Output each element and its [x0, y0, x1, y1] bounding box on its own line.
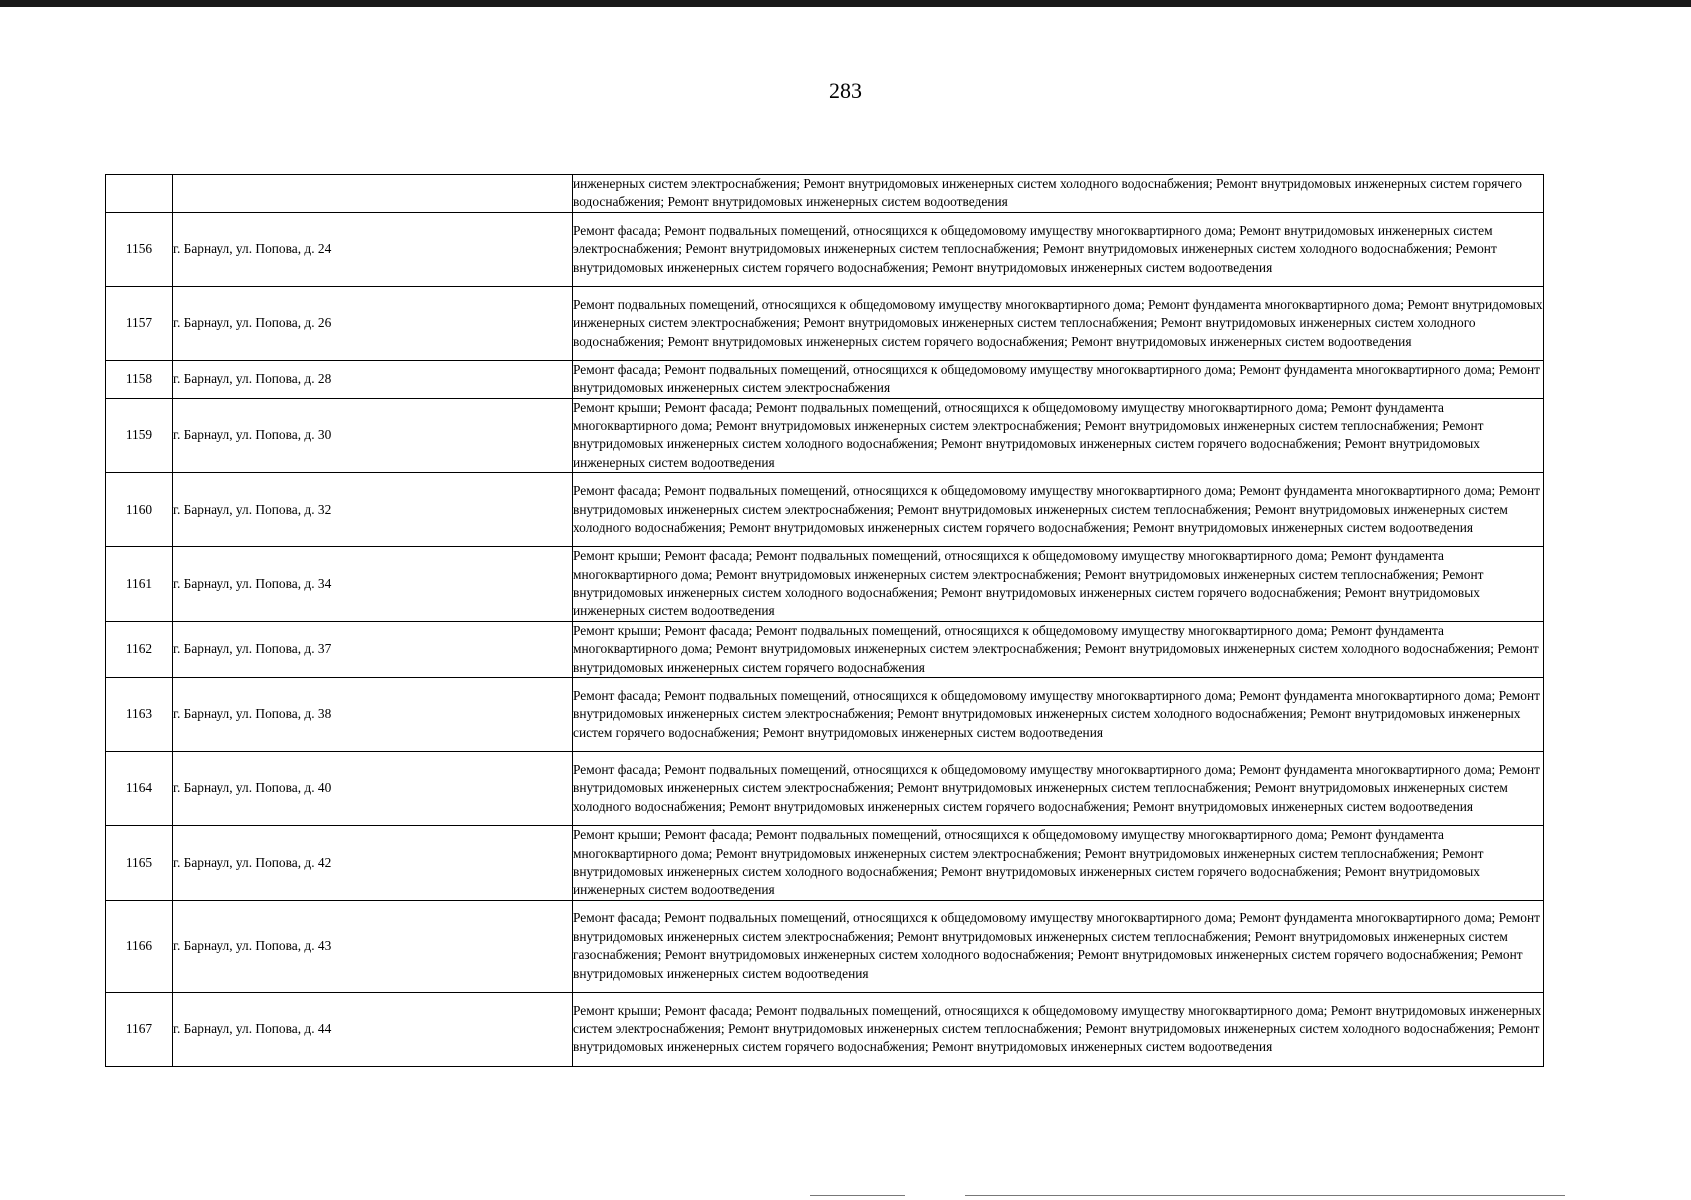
works-cell: Ремонт фасада; Ремонт подвальных помещений, относящихся к общедомовому имуществу многоквартирного дома; Ремонт фундамента многоквартирного дома; Ремонт внутридомовых инженерных систем электроснабжения [573, 360, 1544, 398]
address-cell [173, 175, 573, 213]
row-number-cell: 1161 [106, 547, 173, 622]
works-cell: Ремонт фасада; Ремонт подвальных помещений, относящихся к общедомовому имуществу многоквартирного дома; Ремонт фундамента многоквартирного дома; Ремонт внутридомовых инженерных систем электроснабжения; Ремонт внутридомовых инженерных систем теплоснабжения; Ремонт внутридомовых инженерных систем газоснабжения; Ремонт внутридомовых инженерных систем холодного водоснабжения; Ремонт внутридомовых инженерных систем горячего водоснабжения; Ремонт внутридомовых инженерных систем водоотведения [573, 900, 1544, 992]
row-number-cell [106, 175, 173, 213]
row-number-cell: 1165 [106, 826, 173, 901]
works-cell: Ремонт фасада; Ремонт подвальных помещений, относящихся к общедомовому имуществу многоквартирного дома; Ремонт фундамента многоквартирного дома; Ремонт внутридомовых инженерных систем электроснабжения; Ремонт внутридомовых инженерных систем теплоснабжения; Ремонт внутридомовых инженерных систем холодного водоснабжения; Ремонт внутридомовых инженерных систем горячего водоснабжения; Ремонт внутридомовых инженерных систем водоотведения [573, 473, 1544, 547]
table-row [106, 621, 1544, 677]
works-cell: инженерных систем электроснабжения; Ремонт внутридомовых инженерных систем холодного водоснабжения; Ремонт внутридомовых инженерных систем горячего водоснабжения; Ремонт внутридомовых инженерных систем водоотведения [573, 175, 1544, 213]
address-cell: г. Барнаул, ул. Попова, д. 34 [173, 547, 573, 622]
table-row [106, 175, 1544, 213]
address-cell: г. Барнаул, ул. Попова, д. 32 [173, 473, 573, 547]
address-cell: г. Барнаул, ул. Попова, д. 42 [173, 826, 573, 901]
table-row [106, 678, 1544, 752]
works-cell: Ремонт крыши; Ремонт фасада; Ремонт подвальных помещений, относящихся к общедомовому имуществу многоквартирного дома; Ремонт фундамента многоквартирного дома; Ремонт внутридомовых инженерных систем электроснабжения; Ремонт внутридомовых инженерных систем теплоснабжения; Ремонт внутридомовых инженерных систем холодного водоснабжения; Ремонт внутридомовых инженерных систем горячего водоснабжения; Ремонт внутридомовых инженерных систем водоотведения [573, 547, 1544, 622]
row-number-cell: 1158 [106, 360, 173, 398]
works-cell: Ремонт крыши; Ремонт фасада; Ремонт подвальных помещений, относящихся к общедомовому имуществу многоквартирного дома; Ремонт фундамента многоквартирного дома; Ремонт внутридомовых инженерных систем электроснабжения; Ремонт внутридомовых инженерных систем холодного водоснабжения; Ремонт внутридомовых инженерных систем горячего водоснабжения [573, 621, 1544, 677]
table-row [106, 547, 1544, 622]
address-cell: г. Барнаул, ул. Попова, д. 24 [173, 212, 573, 286]
table-row [106, 398, 1544, 473]
row-number-cell: 1166 [106, 900, 173, 992]
scan-artifact-line [965, 1195, 1565, 1196]
works-cell: Ремонт крыши; Ремонт фасада; Ремонт подвальных помещений, относящихся к общедомовому имуществу многоквартирного дома; Ремонт фундамента многоквартирного дома; Ремонт внутридомовых инженерных систем электроснабжения; Ремонт внутридомовых инженерных систем теплоснабжения; Ремонт внутридомовых инженерных систем холодного водоснабжения; Ремонт внутридомовых инженерных систем горячего водоснабжения; Ремонт внутридомовых инженерных систем водоотведения [573, 398, 1544, 473]
table-row [106, 473, 1544, 547]
works-cell: Ремонт фасада; Ремонт подвальных помещений, относящихся к общедомовому имуществу многоквартирного дома; Ремонт фундамента многоквартирного дома; Ремонт внутридомовых инженерных систем электроснабжения; Ремонт внутридомовых инженерных систем теплоснабжения; Ремонт внутридомовых инженерных систем холодного водоснабжения; Ремонт внутридомовых инженерных систем горячего водоснабжения; Ремонт внутридомовых инженерных систем водоотведения [573, 752, 1544, 826]
address-cell: г. Барнаул, ул. Попова, д. 43 [173, 900, 573, 992]
address-cell: г. Барнаул, ул. Попова, д. 38 [173, 678, 573, 752]
works-cell: Ремонт крыши; Ремонт фасада; Ремонт подвальных помещений, относящихся к общедомовому имуществу многоквартирного дома; Ремонт фундамента многоквартирного дома; Ремонт внутридомовых инженерных систем электроснабжения; Ремонт внутридомовых инженерных систем теплоснабжения; Ремонт внутридомовых инженерных систем холодного водоснабжения; Ремонт внутридомовых инженерных систем горячего водоснабжения; Ремонт внутридомовых инженерных систем водоотведения [573, 826, 1544, 901]
works-cell: Ремонт фасада; Ремонт подвальных помещений, относящихся к общедомовому имуществу многоквартирного дома; Ремонт фундамента многоквартирного дома; Ремонт внутридомовых инженерных систем электроснабжения; Ремонт внутридомовых инженерных систем холодного водоснабжения; Ремонт внутридомовых инженерных систем горячего водоснабжения; Ремонт внутридомовых инженерных систем водоотведения [573, 678, 1544, 752]
table-row [106, 286, 1544, 360]
row-number-cell: 1167 [106, 992, 173, 1066]
table-row [106, 992, 1544, 1066]
table-row [106, 900, 1544, 992]
row-number-cell: 1159 [106, 398, 173, 473]
scan-artifact-line [810, 1195, 905, 1196]
address-cell: г. Барнаул, ул. Попова, д. 40 [173, 752, 573, 826]
table-row [106, 360, 1544, 398]
row-number-cell: 1164 [106, 752, 173, 826]
address-cell: г. Барнаул, ул. Попова, д. 30 [173, 398, 573, 473]
scan-top-border [0, 0, 1691, 7]
row-number-cell: 1162 [106, 621, 173, 677]
row-number-cell: 1157 [106, 286, 173, 360]
table-row [106, 826, 1544, 901]
row-number-cell: 1156 [106, 212, 173, 286]
repair-registry-table [105, 174, 1544, 1067]
page-number: 283 [829, 78, 862, 103]
address-cell: г. Барнаул, ул. Попова, д. 26 [173, 286, 573, 360]
table-row [106, 752, 1544, 826]
row-number-cell: 1163 [106, 678, 173, 752]
address-cell: г. Барнаул, ул. Попова, д. 44 [173, 992, 573, 1066]
address-cell: г. Барнаул, ул. Попова, д. 37 [173, 621, 573, 677]
table-row [106, 212, 1544, 286]
address-cell: г. Барнаул, ул. Попова, д. 28 [173, 360, 573, 398]
works-cell: Ремонт фасада; Ремонт подвальных помещений, относящихся к общедомовому имуществу многоквартирного дома; Ремонт внутридомовых инженерных систем электроснабжения; Ремонт внутридомовых инженерных систем теплоснабжения; Ремонт внутридомовых инженерных систем холодного водоснабжения; Ремонт внутридомовых инженерных систем горячего водоснабжения; Ремонт внутридомовых инженерных систем водоотведения [573, 212, 1544, 286]
row-number-cell: 1160 [106, 473, 173, 547]
works-cell: Ремонт крыши; Ремонт фасада; Ремонт подвальных помещений, относящихся к общедомовому имуществу многоквартирного дома; Ремонт внутридомовых инженерных систем электроснабжения; Ремонт внутридомовых инженерных систем теплоснабжения; Ремонт внутридомовых инженерных систем холодного водоснабжения; Ремонт внутридомовых инженерных систем горячего водоснабжения; Ремонт внутридомовых инженерных систем водоотведения [573, 992, 1544, 1066]
works-cell: Ремонт подвальных помещений, относящихся к общедомовому имуществу многоквартирного дома; Ремонт фундамента многоквартирного дома; Ремонт внутридомовых инженерных систем электроснабжения; Ремонт внутридомовых инженерных систем теплоснабжения; Ремонт внутридомовых инженерных систем холодного водоснабжения; Ремонт внутридомовых инженерных систем горячего водоснабжения; Ремонт внутридомовых инженерных систем водоотведения [573, 286, 1544, 360]
